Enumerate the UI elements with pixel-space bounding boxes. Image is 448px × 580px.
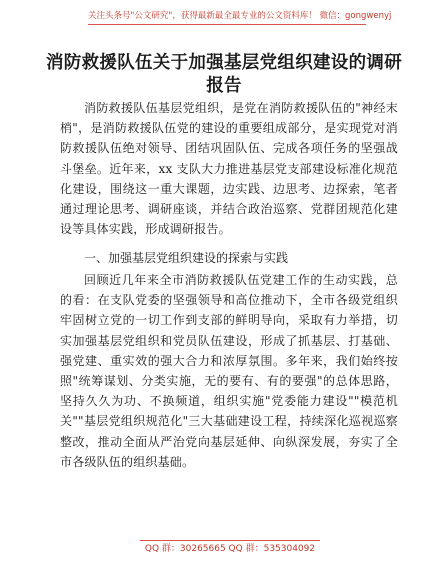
- body-paragraph: 回顾近几年来全市消防救援队伍党建工作的生动实践，总的看：在支队党委的坚强领导和高位推动下，全市各级党组织牢固树立党的一切工作到支部的鲜明导向，采取有力举措，切实加强基层党组织和党员队伍建设，形成了抓基层、打基础、强党建、重实效的强大合力和浓厚氛围。多年来，我们始终按照"统筹谋划、分类实施，无的要有、有的要强"的总体思路，坚持久久为功、不换频道，组织实施"党委能力建设""模范机关""基层党组织规范化"三大基础建设工程，持续深化巡视巡察整改，推动全面从严治党向基层延伸、向纵深发展，夯实了全市各级队伍的组织基础。: [60, 273, 398, 469]
- document-title: 消防救援队伍关于加强基层党组织建设的调研报告: [46, 53, 402, 96]
- intro-paragraph: 消防救援队伍基层党组织，是党在消防救援队伍的"神经末梢"，是消防救援队伍党的建设的重要组成部分，是实现党对消防救援队伍绝对领导、团结巩固队伍、完成各项任务的坚强战斗堡垒。近年来，xx 支队大力推进基层党支部建设标准化规范化建设，围绕这一重大课题，边实践、边思考、边探索，笔者通过理论思考、调研座谈，并结合政治巡察、党群团规范化建设等具体实践，形成调研报告。: [60, 101, 398, 237]
- header-banner: 关注头条号"公文研究"，获得最新最全最专业的公文资料库！ 微信：gongwenyj: [88, 10, 366, 25]
- footer-banner: QQ 群：30265665 QQ 群：535304092: [140, 540, 320, 555]
- section-heading: 一、加强基层党组织建设的探索与实践: [84, 251, 289, 265]
